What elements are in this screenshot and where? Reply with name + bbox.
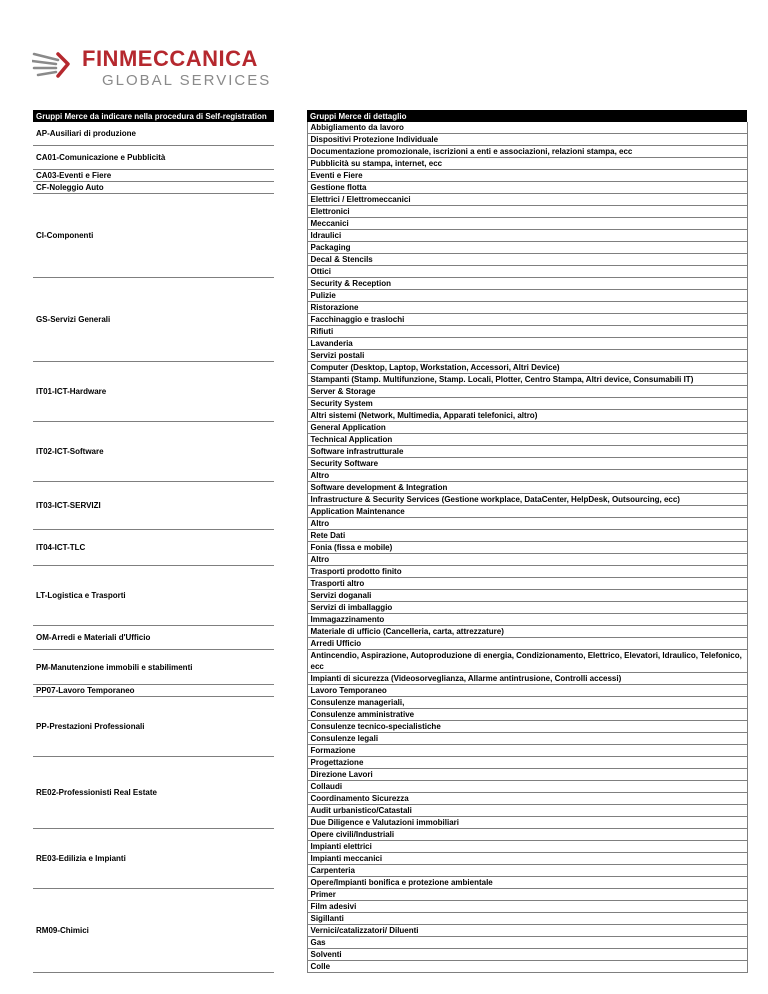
detail-item: Lavoro Temporaneo bbox=[307, 685, 747, 697]
group-name: GS-Servizi Generali bbox=[33, 278, 274, 362]
detail-item: Gestione flotta bbox=[307, 182, 747, 194]
detail-item: Rifiuti bbox=[307, 326, 747, 338]
detail-item: Rete Dati bbox=[307, 530, 747, 542]
detail-item: Altri sistemi (Network, Multimedia, Apparati telefonici, altro) bbox=[307, 410, 747, 422]
detail-item: Servizi di imballaggio bbox=[307, 602, 747, 614]
column-gap bbox=[274, 194, 307, 278]
table-row bbox=[33, 122, 747, 134]
detail-item: Computer (Desktop, Laptop, Workstation, Accessori, Altri Device) bbox=[307, 362, 747, 374]
finmeccanica-logo bbox=[32, 40, 292, 100]
table-row bbox=[33, 146, 747, 158]
detail-item: Altro bbox=[307, 470, 747, 482]
detail-item: Consulenze manageriali, bbox=[307, 697, 747, 709]
detail-item: Arredi Ufficio bbox=[307, 638, 747, 650]
detail-item: Impianti di sicurezza (Videosorveglianza, Allarme antintrusione, Controlli accessi) bbox=[307, 673, 747, 685]
column-gap bbox=[274, 650, 307, 685]
detail-item: Carpenteria bbox=[307, 865, 747, 877]
detail-item: Elettronici bbox=[307, 206, 747, 218]
detail-item: Security System bbox=[307, 398, 747, 410]
table-header-row bbox=[33, 110, 747, 122]
column-gap bbox=[274, 626, 307, 650]
column-gap bbox=[274, 685, 307, 697]
column-gap bbox=[274, 566, 307, 626]
table-row bbox=[33, 422, 747, 434]
column-gap bbox=[274, 757, 307, 829]
detail-item: Servizi postali bbox=[307, 350, 747, 362]
column-gap bbox=[274, 170, 307, 182]
group-name: AP-Ausiliari di produzione bbox=[33, 122, 274, 146]
detail-item: Security & Reception bbox=[307, 278, 747, 290]
detail-item: Gas bbox=[307, 937, 747, 949]
detail-item: Technical Application bbox=[307, 434, 747, 446]
detail-item: Consulenze amministrative bbox=[307, 709, 747, 721]
logo-subtitle: GLOBAL SERVICES bbox=[102, 72, 272, 89]
detail-item: Altro bbox=[307, 518, 747, 530]
table-body bbox=[33, 122, 747, 973]
table-row bbox=[33, 697, 747, 709]
detail-item: Ottici bbox=[307, 266, 747, 278]
product-groups-table bbox=[33, 110, 748, 973]
column-gap bbox=[274, 422, 307, 482]
column-gap bbox=[274, 122, 307, 146]
detail-item: Impianti meccanici bbox=[307, 853, 747, 865]
group-name: RE03-Edilizia e Impianti bbox=[33, 829, 274, 889]
detail-item: Security Software bbox=[307, 458, 747, 470]
detail-item: Documentazione promozionale, iscrizioni a enti e associazioni, relazioni stampa, ecc bbox=[307, 146, 747, 158]
group-name: PP07-Lavoro Temporaneo bbox=[33, 685, 274, 697]
column-gap bbox=[274, 829, 307, 889]
table-row bbox=[33, 278, 747, 290]
detail-item: Application Maintenance bbox=[307, 506, 747, 518]
detail-item: Eventi e Fiere bbox=[307, 170, 747, 182]
table-row bbox=[33, 685, 747, 697]
table-row bbox=[33, 530, 747, 542]
detail-item: Meccanici bbox=[307, 218, 747, 230]
detail-item: Altro bbox=[307, 554, 747, 566]
header-right: Gruppi Merce di dettaglio bbox=[307, 110, 747, 122]
detail-item: Software infrastrutturale bbox=[307, 446, 747, 458]
detail-item: Abbigliamento da lavoro bbox=[307, 122, 747, 134]
detail-item: Opere/Impianti bonifica e protezione ambientale bbox=[307, 877, 747, 889]
group-name: CA01-Comunicazione e Pubblicità bbox=[33, 146, 274, 170]
group-name: RM09-Chimici bbox=[33, 889, 274, 973]
detail-item: Decal & Stencils bbox=[307, 254, 747, 266]
detail-item: Formazione bbox=[307, 745, 747, 757]
group-name: PP-Prestazioni Professionali bbox=[33, 697, 274, 757]
table-row bbox=[33, 362, 747, 374]
table-row bbox=[33, 889, 747, 901]
group-name: CA03-Eventi e Fiere bbox=[33, 170, 274, 182]
detail-item: Materiale di ufficio (Cancelleria, carta, attrezzature) bbox=[307, 626, 747, 638]
detail-item: Pulizie bbox=[307, 290, 747, 302]
table-row bbox=[33, 829, 747, 841]
column-gap bbox=[274, 278, 307, 362]
group-name: IT01-ICT-Hardware bbox=[33, 362, 274, 422]
table-row bbox=[33, 566, 747, 578]
detail-item: General Application bbox=[307, 422, 747, 434]
logo-mark-icon bbox=[32, 46, 76, 86]
detail-item: Servizi doganali bbox=[307, 590, 747, 602]
table-row bbox=[33, 650, 747, 673]
column-gap bbox=[274, 362, 307, 422]
detail-item: Trasporti prodotto finito bbox=[307, 566, 747, 578]
detail-item: Software development & Integration bbox=[307, 482, 747, 494]
detail-item: Elettrici / Elettromeccanici bbox=[307, 194, 747, 206]
detail-item: Pubblicità su stampa, internet, ecc bbox=[307, 158, 747, 170]
group-name: LT-Logistica e Trasporti bbox=[33, 566, 274, 626]
group-name: IT03-ICT-SERVIZI bbox=[33, 482, 274, 530]
detail-item: Infrastructure & Security Services (Gestione workplace, DataCenter, HelpDesk, Outsourcing, ecc) bbox=[307, 494, 747, 506]
header-left: Gruppi Merce da indicare nella procedura di Self-registration bbox=[33, 110, 274, 122]
detail-item: Ristorazione bbox=[307, 302, 747, 314]
group-name: IT04-ICT-TLC bbox=[33, 530, 274, 566]
detail-item: Idraulici bbox=[307, 230, 747, 242]
detail-item: Facchinaggio e traslochi bbox=[307, 314, 747, 326]
table-row bbox=[33, 626, 747, 638]
logo-brand: FINMECCANICA bbox=[82, 46, 258, 71]
detail-item: Colle bbox=[307, 961, 747, 973]
detail-item: Direzione Lavori bbox=[307, 769, 747, 781]
detail-item: Film adesivi bbox=[307, 901, 747, 913]
detail-item: Dispositivi Protezione Individuale bbox=[307, 134, 747, 146]
detail-item: Fonia (fissa e mobile) bbox=[307, 542, 747, 554]
detail-item: Lavanderia bbox=[307, 338, 747, 350]
table-row bbox=[33, 482, 747, 494]
group-name: IT02-ICT-Software bbox=[33, 422, 274, 482]
table-row bbox=[33, 757, 747, 769]
table-row bbox=[33, 182, 747, 194]
group-name: OM-Arredi e Materiali d'Ufficio bbox=[33, 626, 274, 650]
group-name: PM-Manutenzione immobili e stabilimenti bbox=[33, 650, 274, 685]
detail-item: Progettazione bbox=[307, 757, 747, 769]
detail-item: Impianti elettrici bbox=[307, 841, 747, 853]
column-gap bbox=[274, 482, 307, 530]
column-gap bbox=[274, 182, 307, 194]
detail-item: Consulenze legali bbox=[307, 733, 747, 745]
detail-item: Server & Storage bbox=[307, 386, 747, 398]
detail-item: Stampanti (Stamp. Multifunzione, Stamp. Locali, Plotter, Centro Stampa, Altri device, Consumabili IT) bbox=[307, 374, 747, 386]
detail-item: Audit urbanistico/Catastali bbox=[307, 805, 747, 817]
detail-item: Antincendio, Aspirazione, Autoproduzione di energia, Condizionamento, Elettrico, Elevatori, Idraulico, Telefonico, ecc bbox=[307, 650, 747, 673]
detail-item: Consulenze tecnico-specialistiche bbox=[307, 721, 747, 733]
detail-item: Opere civili/Industriali bbox=[307, 829, 747, 841]
detail-item: Vernici/catalizzatori/ Diluenti bbox=[307, 925, 747, 937]
detail-item: Primer bbox=[307, 889, 747, 901]
group-name: CF-Noleggio Auto bbox=[33, 182, 274, 194]
detail-item: Coordinamento Sicurezza bbox=[307, 793, 747, 805]
column-gap bbox=[274, 889, 307, 973]
column-gap bbox=[274, 530, 307, 566]
column-gap bbox=[274, 146, 307, 170]
column-gap bbox=[274, 110, 307, 122]
detail-item: Trasporti altro bbox=[307, 578, 747, 590]
group-name: CI-Componenti bbox=[33, 194, 274, 278]
detail-item: Immagazzinamento bbox=[307, 614, 747, 626]
group-name: RE02-Professionisti Real Estate bbox=[33, 757, 274, 829]
detail-item: Solventi bbox=[307, 949, 747, 961]
detail-item: Sigillanti bbox=[307, 913, 747, 925]
table-row bbox=[33, 170, 747, 182]
table-row bbox=[33, 194, 747, 206]
detail-item: Packaging bbox=[307, 242, 747, 254]
detail-item: Collaudi bbox=[307, 781, 747, 793]
detail-item: Due Diligence e Valutazioni immobiliari bbox=[307, 817, 747, 829]
column-gap bbox=[274, 697, 307, 757]
